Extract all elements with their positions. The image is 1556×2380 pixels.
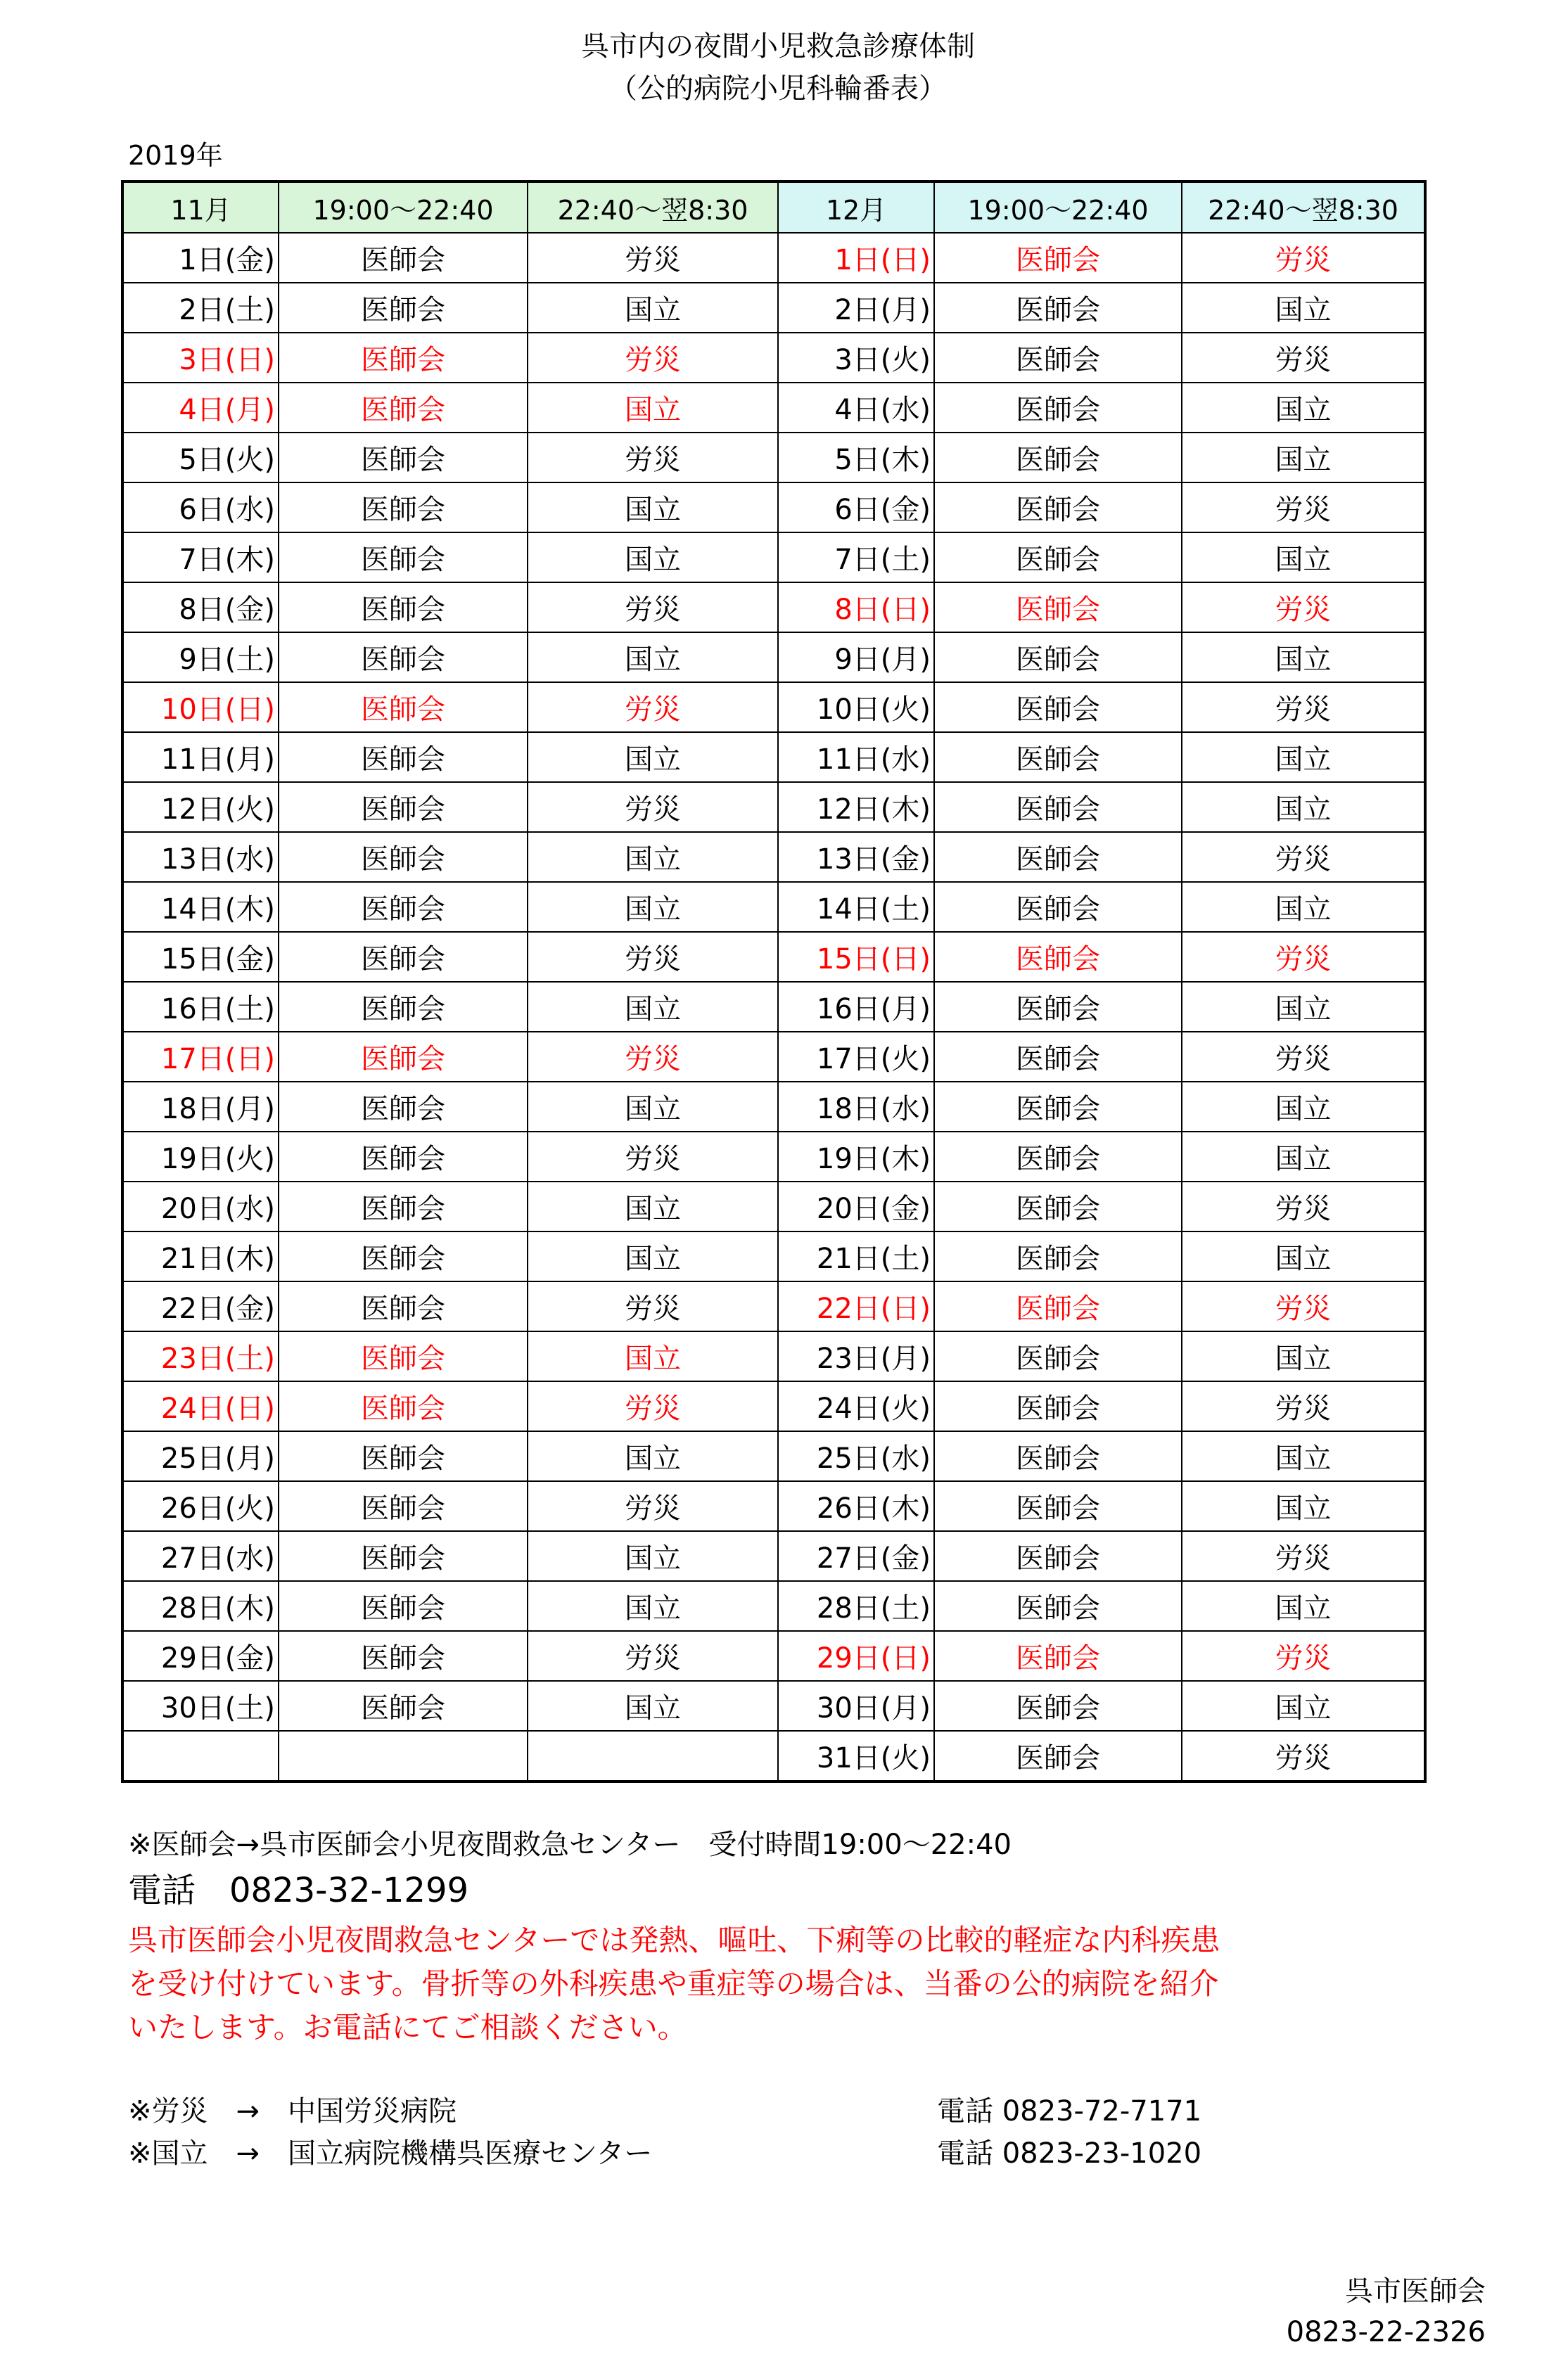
nov-night-duty-cell: 労災 [528, 1132, 778, 1182]
nov-evening-duty-cell: 医師会 [279, 632, 528, 682]
dec-evening-duty-cell: 医師会 [934, 1231, 1182, 1281]
nov-evening-duty-cell: 医師会 [279, 532, 528, 582]
header-month-dec: 12月 [778, 181, 934, 233]
dec-night-duty-cell: 国立 [1182, 1331, 1425, 1381]
dec-date-cell: 3日(火) [778, 333, 934, 383]
table-row [122, 882, 1425, 932]
nov-night-duty-cell: 国立 [528, 732, 778, 782]
nov-night-duty-cell: 労災 [528, 1481, 778, 1531]
nov-evening-duty-cell: 医師会 [279, 1631, 528, 1681]
nov-evening-duty-cell: 医師会 [279, 1581, 528, 1631]
table-row [122, 1481, 1425, 1531]
header-month-nov: 11月 [122, 181, 279, 233]
nov-date-cell: 6日(水) [122, 482, 279, 532]
nov-night-duty-cell: 国立 [528, 383, 778, 433]
table-row [122, 1032, 1425, 1082]
nov-date-cell: 30日(土) [122, 1681, 279, 1731]
nov-evening-duty-cell: 医師会 [279, 233, 528, 283]
nov-date-cell: 2日(土) [122, 283, 279, 333]
nov-night-duty-cell [528, 1731, 778, 1781]
nov-date-cell: 23日(土) [122, 1331, 279, 1381]
table-row [122, 1281, 1425, 1331]
dec-date-cell: 7日(土) [778, 532, 934, 582]
nov-evening-duty-cell: 医師会 [279, 1481, 528, 1531]
dec-date-cell: 30日(月) [778, 1681, 934, 1731]
hospital-kokuritsu-label: ※国立 → 国立病院機構呉医療センター [128, 2137, 653, 2170]
nov-date-cell: 26日(火) [122, 1481, 279, 1531]
nov-date-cell: 11日(月) [122, 732, 279, 782]
table-row [122, 732, 1425, 782]
table-row [122, 832, 1425, 882]
dec-evening-duty-cell: 医師会 [934, 1531, 1182, 1581]
nov-date-cell: 3日(日) [122, 333, 279, 383]
nov-date-cell: 12日(火) [122, 782, 279, 832]
description-line: を受け付けています。骨折等の外科疾患や重症等の場合は、当番の公的病院を紹介 [128, 1966, 1219, 2001]
nov-date-cell: 24日(日) [122, 1381, 279, 1431]
nov-date-cell: 13日(水) [122, 832, 279, 882]
dec-evening-duty-cell: 医師会 [934, 882, 1182, 932]
dec-date-cell: 26日(木) [778, 1481, 934, 1531]
dec-date-cell: 14日(土) [778, 882, 934, 932]
center-description [128, 1919, 1436, 2049]
dec-evening-duty-cell: 医師会 [934, 1331, 1182, 1381]
dec-night-duty-cell: 国立 [1182, 1231, 1425, 1281]
nov-night-duty-cell: 労災 [528, 782, 778, 832]
dec-night-duty-cell: 国立 [1182, 1132, 1425, 1182]
dec-date-cell: 10日(火) [778, 682, 934, 732]
dec-date-cell: 11日(水) [778, 732, 934, 782]
dec-date-cell: 21日(土) [778, 1231, 934, 1281]
nov-date-cell: 22日(金) [122, 1281, 279, 1331]
dec-night-duty-cell: 国立 [1182, 982, 1425, 1032]
dec-night-duty-cell: 労災 [1182, 1182, 1425, 1231]
nov-evening-duty-cell: 医師会 [279, 732, 528, 782]
nov-night-duty-cell: 国立 [528, 482, 778, 532]
nov-date-cell: 18日(月) [122, 1082, 279, 1132]
nov-evening-duty-cell: 医師会 [279, 582, 528, 632]
table-header-row [122, 181, 1425, 233]
dec-evening-duty-cell: 医師会 [934, 333, 1182, 383]
table-row [122, 1431, 1425, 1481]
dec-night-duty-cell: 国立 [1182, 283, 1425, 333]
table-row [122, 1381, 1425, 1431]
dec-evening-duty-cell: 医師会 [934, 1631, 1182, 1681]
dec-date-cell: 4日(水) [778, 383, 934, 433]
dec-date-cell: 17日(火) [778, 1032, 934, 1082]
table-row [122, 1681, 1425, 1731]
table-row [122, 1631, 1425, 1681]
nov-evening-duty-cell: 医師会 [279, 832, 528, 882]
dec-date-cell: 9日(月) [778, 632, 934, 682]
dec-night-duty-cell: 労災 [1182, 233, 1425, 283]
dec-night-duty-cell: 国立 [1182, 383, 1425, 433]
dec-date-cell: 1日(日) [778, 233, 934, 283]
nov-night-duty-cell: 国立 [528, 632, 778, 682]
dec-night-duty-cell: 国立 [1182, 1481, 1425, 1531]
nov-evening-duty-cell: 医師会 [279, 1381, 528, 1431]
dec-date-cell: 25日(水) [778, 1431, 934, 1481]
dec-date-cell: 18日(水) [778, 1082, 934, 1132]
table-row [122, 1581, 1425, 1631]
dec-date-cell: 13日(金) [778, 832, 934, 882]
nov-evening-duty-cell: 医師会 [279, 1681, 528, 1731]
dec-date-cell: 6日(金) [778, 482, 934, 532]
nov-evening-duty-cell: 医師会 [279, 682, 528, 732]
dec-evening-duty-cell: 医師会 [934, 482, 1182, 532]
dec-night-duty-cell: 労災 [1182, 1032, 1425, 1082]
dec-night-duty-cell: 国立 [1182, 532, 1425, 582]
nov-evening-duty-cell: 医師会 [279, 1531, 528, 1581]
nov-evening-duty-cell: 医師会 [279, 1082, 528, 1132]
dec-evening-duty-cell: 医師会 [934, 532, 1182, 582]
dec-evening-duty-cell: 医師会 [934, 1731, 1182, 1781]
dec-evening-duty-cell: 医師会 [934, 1681, 1182, 1731]
nov-night-duty-cell: 国立 [528, 982, 778, 1032]
hospital-rosai-label: ※労災 → 中国労災病院 [128, 2095, 457, 2128]
nov-night-duty-cell: 国立 [528, 882, 778, 932]
nov-date-cell: 19日(火) [122, 1132, 279, 1182]
table-row [122, 283, 1425, 333]
table-row [122, 233, 1425, 283]
nov-evening-duty-cell: 医師会 [279, 932, 528, 982]
nov-evening-duty-cell: 医師会 [279, 333, 528, 383]
dec-evening-duty-cell: 医師会 [934, 782, 1182, 832]
nov-evening-duty-cell [279, 1731, 528, 1781]
nov-evening-duty-cell: 医師会 [279, 782, 528, 832]
dec-date-cell: 2日(月) [778, 283, 934, 333]
dec-evening-duty-cell: 医師会 [934, 283, 1182, 333]
dec-date-cell: 23日(月) [778, 1331, 934, 1381]
table-row [122, 532, 1425, 582]
nov-night-duty-cell: 労災 [528, 582, 778, 632]
year-label: 2019年 [128, 140, 223, 171]
nov-evening-duty-cell: 医師会 [279, 433, 528, 482]
table-row [122, 1231, 1425, 1281]
nov-night-duty-cell: 国立 [528, 1082, 778, 1132]
nov-night-duty-cell: 労災 [528, 1032, 778, 1082]
dec-evening-duty-cell: 医師会 [934, 1481, 1182, 1531]
table-row [122, 632, 1425, 682]
dec-evening-duty-cell: 医師会 [934, 1082, 1182, 1132]
dec-evening-duty-cell: 医師会 [934, 982, 1182, 1032]
dec-night-duty-cell: 労災 [1182, 333, 1425, 383]
dec-evening-duty-cell: 医師会 [934, 1281, 1182, 1331]
nov-evening-duty-cell: 医師会 [279, 1231, 528, 1281]
nov-night-duty-cell: 国立 [528, 832, 778, 882]
dec-date-cell: 31日(火) [778, 1731, 934, 1781]
nov-date-cell: 17日(日) [122, 1032, 279, 1082]
table-row [122, 1182, 1425, 1231]
nov-date-cell: 29日(金) [122, 1631, 279, 1681]
table-row [122, 782, 1425, 832]
dec-evening-duty-cell: 医師会 [934, 1032, 1182, 1082]
nov-evening-duty-cell: 医師会 [279, 482, 528, 532]
table-row [122, 1731, 1425, 1781]
description-line: 呉市医師会小児夜間救急センターでは発熱、嘔吐、下痢等の比較的軽症な内科疾患 [128, 1923, 1220, 1957]
nov-night-duty-cell: 国立 [528, 1681, 778, 1731]
dec-date-cell: 20日(金) [778, 1182, 934, 1231]
header-night-dec: 22:40～翌8:30 [1182, 181, 1425, 233]
dec-night-duty-cell: 国立 [1182, 782, 1425, 832]
nov-date-cell: 5日(火) [122, 433, 279, 482]
nov-night-duty-cell: 労災 [528, 932, 778, 982]
dec-date-cell: 5日(木) [778, 433, 934, 482]
nov-date-cell: 28日(木) [122, 1581, 279, 1631]
nov-date-cell: 21日(木) [122, 1231, 279, 1281]
description-line: いたします。お電話にてご相談ください。 [128, 2010, 687, 2045]
dec-night-duty-cell: 労災 [1182, 1281, 1425, 1331]
nov-night-duty-cell: 労災 [528, 333, 778, 383]
nov-night-duty-cell: 国立 [528, 1331, 778, 1381]
nov-evening-duty-cell: 医師会 [279, 1431, 528, 1481]
nov-date-cell [122, 1731, 279, 1781]
nov-evening-duty-cell: 医師会 [279, 1182, 528, 1231]
dec-evening-duty-cell: 医師会 [934, 582, 1182, 632]
dec-evening-duty-cell: 医師会 [934, 632, 1182, 682]
dec-night-duty-cell: 国立 [1182, 732, 1425, 782]
dec-date-cell: 28日(土) [778, 1581, 934, 1631]
table-row [122, 682, 1425, 732]
dec-night-duty-cell: 労災 [1182, 1531, 1425, 1581]
table-row [122, 1082, 1425, 1132]
dec-evening-duty-cell: 医師会 [934, 1132, 1182, 1182]
table-row [122, 333, 1425, 383]
nov-evening-duty-cell: 医師会 [279, 383, 528, 433]
nov-night-duty-cell: 労災 [528, 233, 778, 283]
nov-night-duty-cell: 国立 [528, 1431, 778, 1481]
dec-date-cell: 27日(金) [778, 1531, 934, 1581]
dec-date-cell: 24日(火) [778, 1381, 934, 1431]
dec-date-cell: 22日(日) [778, 1281, 934, 1331]
nov-evening-duty-cell: 医師会 [279, 982, 528, 1032]
schedule-table [121, 180, 1427, 1783]
dec-night-duty-cell: 国立 [1182, 433, 1425, 482]
dec-date-cell: 16日(月) [778, 982, 934, 1032]
table-row [122, 1331, 1425, 1381]
page-title: 呉市内の夜間小児救急診療体制 [581, 30, 975, 63]
nov-night-duty-cell: 労災 [528, 1631, 778, 1681]
header-evening-dec: 19:00～22:40 [934, 181, 1182, 233]
nov-evening-duty-cell: 医師会 [279, 1132, 528, 1182]
nov-evening-duty-cell: 医師会 [279, 283, 528, 333]
dec-evening-duty-cell: 医師会 [934, 233, 1182, 283]
dec-evening-duty-cell: 医師会 [934, 1431, 1182, 1481]
dec-night-duty-cell: 国立 [1182, 1681, 1425, 1731]
dec-evening-duty-cell: 医師会 [934, 1581, 1182, 1631]
header-evening-nov: 19:00～22:40 [279, 181, 528, 233]
dec-date-cell: 12日(木) [778, 782, 934, 832]
nov-night-duty-cell: 国立 [528, 532, 778, 582]
nov-date-cell: 8日(金) [122, 582, 279, 632]
nov-night-duty-cell: 労災 [528, 1281, 778, 1331]
dec-date-cell: 8日(日) [778, 582, 934, 632]
nov-night-duty-cell: 国立 [528, 283, 778, 333]
nov-evening-duty-cell: 医師会 [279, 1331, 528, 1381]
dec-night-duty-cell: 労災 [1182, 582, 1425, 632]
nov-night-duty-cell: 労災 [528, 1381, 778, 1431]
nov-date-cell: 16日(土) [122, 982, 279, 1032]
dec-date-cell: 15日(日) [778, 932, 934, 982]
table-row [122, 1132, 1425, 1182]
nov-date-cell: 7日(木) [122, 532, 279, 582]
table-row [122, 1531, 1425, 1581]
dec-night-duty-cell: 労災 [1182, 1381, 1425, 1431]
footer-organization: 呉市医師会 [1345, 2275, 1486, 2308]
nov-date-cell: 1日(金) [122, 233, 279, 283]
nov-date-cell: 20日(水) [122, 1182, 279, 1231]
dec-night-duty-cell: 労災 [1182, 932, 1425, 982]
nov-night-duty-cell: 国立 [528, 1531, 778, 1581]
dec-evening-duty-cell: 医師会 [934, 732, 1182, 782]
page-subtitle: （公的病院小児科輪番表） [609, 72, 947, 105]
dec-date-cell: 29日(日) [778, 1631, 934, 1681]
nov-night-duty-cell: 労災 [528, 433, 778, 482]
table-row [122, 433, 1425, 482]
dec-evening-duty-cell: 医師会 [934, 383, 1182, 433]
footer-phone: 0823-22-2326 [1286, 2316, 1486, 2348]
table-row [122, 482, 1425, 532]
table-row [122, 982, 1425, 1032]
hospital-rosai-phone: 電話 0823-72-7171 [937, 2095, 1202, 2128]
dec-night-duty-cell: 労災 [1182, 832, 1425, 882]
nov-date-cell: 14日(木) [122, 882, 279, 932]
dec-date-cell: 19日(木) [778, 1132, 934, 1182]
dec-night-duty-cell: 労災 [1182, 1631, 1425, 1681]
dec-night-duty-cell: 国立 [1182, 1082, 1425, 1132]
table-row [122, 582, 1425, 632]
dec-evening-duty-cell: 医師会 [934, 832, 1182, 882]
header-night-nov: 22:40～翌8:30 [528, 181, 778, 233]
dec-evening-duty-cell: 医師会 [934, 1381, 1182, 1431]
nov-date-cell: 10日(日) [122, 682, 279, 732]
nov-night-duty-cell: 労災 [528, 682, 778, 732]
nov-evening-duty-cell: 医師会 [279, 882, 528, 932]
nov-night-duty-cell: 国立 [528, 1182, 778, 1231]
nov-night-duty-cell: 国立 [528, 1231, 778, 1281]
nov-night-duty-cell: 国立 [528, 1581, 778, 1631]
dec-evening-duty-cell: 医師会 [934, 932, 1182, 982]
nov-date-cell: 15日(金) [122, 932, 279, 982]
dec-night-duty-cell: 労災 [1182, 1731, 1425, 1781]
table-row [122, 932, 1425, 982]
dec-night-duty-cell: 国立 [1182, 1581, 1425, 1631]
dec-evening-duty-cell: 医師会 [934, 1182, 1182, 1231]
center-note: ※医師会→呉市医師会小児夜間救急センター 受付時間19:00～22:40 [128, 1829, 1012, 1861]
dec-night-duty-cell: 労災 [1182, 482, 1425, 532]
table-row [122, 383, 1425, 433]
hospital-kokuritsu-phone: 電話 0823-23-1020 [937, 2137, 1202, 2170]
nov-date-cell: 9日(土) [122, 632, 279, 682]
nov-evening-duty-cell: 医師会 [279, 1032, 528, 1082]
dec-evening-duty-cell: 医師会 [934, 433, 1182, 482]
dec-night-duty-cell: 国立 [1182, 1431, 1425, 1481]
dec-evening-duty-cell: 医師会 [934, 682, 1182, 732]
nov-date-cell: 27日(水) [122, 1531, 279, 1581]
dec-night-duty-cell: 国立 [1182, 882, 1425, 932]
dec-night-duty-cell: 国立 [1182, 632, 1425, 682]
nov-date-cell: 25日(月) [122, 1431, 279, 1481]
nov-date-cell: 4日(月) [122, 383, 279, 433]
center-phone: 電話 0823-32-1299 [128, 1871, 469, 1910]
dec-night-duty-cell: 労災 [1182, 682, 1425, 732]
nov-evening-duty-cell: 医師会 [279, 1281, 528, 1331]
